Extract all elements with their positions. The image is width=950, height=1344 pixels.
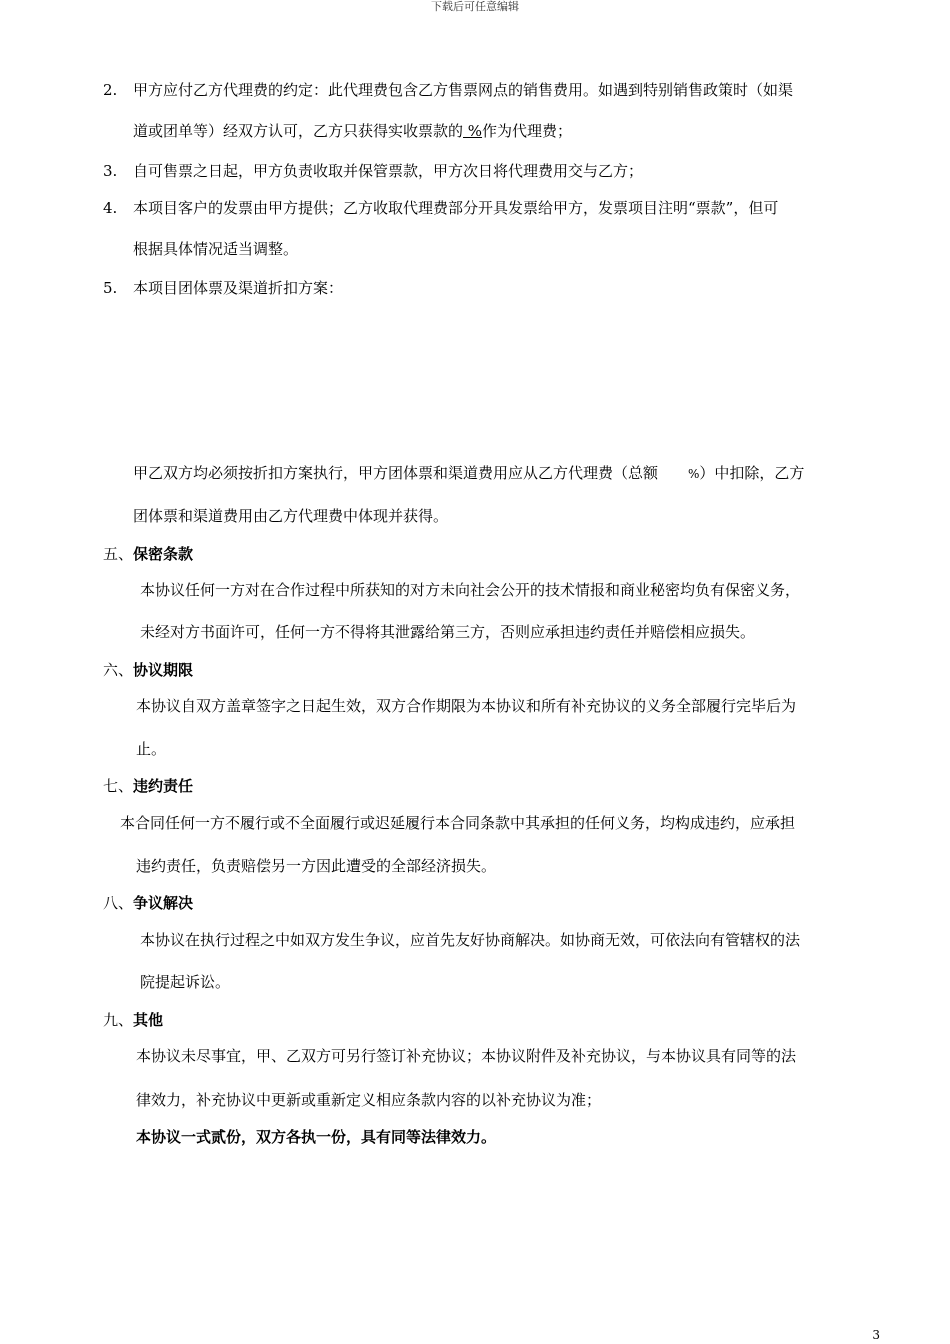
item-5-line-1 bbox=[103, 277, 343, 299]
section-text-bold: 本协议一式贰份，双方各执一份，具有同等法律效力。 bbox=[136, 1128, 497, 1146]
item-4-line-2: 根据具体情况适当调整。 bbox=[133, 240, 299, 258]
item-text: 本项目客户的发票由甲方提供；乙方收取代理费部分开具发票给甲方，发票项目注明“票款”，但可 bbox=[133, 199, 779, 217]
item-text: 作为代理费； bbox=[482, 122, 573, 140]
item-2-line-1 bbox=[103, 79, 793, 101]
section-number: 九、 bbox=[103, 1011, 134, 1029]
item-text: 道或团单等）经双方认可，乙方只获得实收票款的 bbox=[133, 122, 464, 140]
item-2-line-2 bbox=[133, 120, 572, 142]
section-text: 本合同任何一方不履行或不全面履行或迟延履行本合同条款中其承担的任何义务，均构成违约，应承担 bbox=[120, 814, 796, 832]
item-number: 4. bbox=[103, 199, 118, 217]
discount-text: ）中扣除，乙方 bbox=[699, 464, 805, 482]
discount-text: 甲乙双方均必须按折扣方案执行，甲方团体票和渠道费用应从乙方代理费（总额 bbox=[133, 464, 659, 482]
header-note: 下载后可任意编辑 bbox=[431, 0, 519, 13]
section-text: 本协议自双方盖章签字之日起生效，双方合作期限为本协议和所有补充协议的义务全部履行完毕后为 bbox=[136, 697, 797, 715]
section-heading-breach bbox=[103, 775, 193, 797]
section-heading-term bbox=[103, 659, 193, 681]
item-number: 3. bbox=[103, 162, 118, 180]
section-text: 止。 bbox=[136, 740, 167, 758]
section-text: 本协议未尽事宜，甲、乙双方可另行签订补充协议；本协议附件及补充协议，与本协议具有同等的法 bbox=[136, 1047, 797, 1065]
item-4-line-1 bbox=[103, 197, 778, 219]
discount-percent: % bbox=[688, 467, 700, 481]
discount-note-line-2: 团体票和渠道费用由乙方代理费中体现并获得。 bbox=[133, 507, 449, 525]
section-number: 五、 bbox=[103, 545, 134, 563]
item-text: 甲方应付乙方代理费的约定：此代理费包含乙方售票网点的销售费用。如遇到特别销售政策时（如渠 bbox=[133, 81, 794, 99]
section-text: 院提起诉讼。 bbox=[140, 973, 231, 991]
item-text: 自可售票之日起，甲方负责收取并保管票款，甲方次日将代理费用交与乙方； bbox=[133, 162, 644, 180]
item-text: 本项目团体票及渠道折扣方案： bbox=[133, 279, 344, 297]
item-number: 5. bbox=[103, 279, 118, 297]
section-text: 律效力，补充协议中更新或重新定义相应条款内容的以补充协议为准； bbox=[136, 1091, 602, 1109]
percent-blank: % bbox=[463, 122, 483, 140]
section-text: 本协议在执行过程之中如双方发生争议，应首先友好协商解决。如协商无效，可依法向有管辖权的法 bbox=[140, 931, 801, 949]
section-heading-dispute bbox=[103, 892, 193, 914]
section-heading-confidentiality bbox=[103, 543, 193, 565]
section-title: 协议期限 bbox=[133, 661, 194, 679]
section-title: 其他 bbox=[133, 1011, 164, 1029]
page-number: 3 bbox=[872, 1328, 880, 1342]
section-title: 保密条款 bbox=[133, 545, 194, 563]
section-title: 违约责任 bbox=[133, 777, 194, 795]
section-number: 六、 bbox=[103, 661, 134, 679]
section-number: 八、 bbox=[103, 894, 134, 912]
item-number: 2. bbox=[103, 81, 118, 99]
section-heading-other bbox=[103, 1009, 163, 1031]
section-text: 违约责任，负责赔偿另一方因此遭受的全部经济损失。 bbox=[136, 857, 497, 875]
section-title: 争议解决 bbox=[133, 894, 194, 912]
item-3-line-1 bbox=[103, 160, 643, 182]
discount-note-line-1 bbox=[133, 462, 804, 485]
section-text: 未经对方书面许可，任何一方不得将其泄露给第三方，否则应承担违约责任并赔偿相应损失。 bbox=[140, 623, 756, 641]
section-number: 七、 bbox=[103, 777, 134, 795]
section-text: 本协议任何一方对在合作过程中所获知的对方未向社会公开的技术情报和商业秘密均负有保密义务， bbox=[140, 581, 801, 599]
